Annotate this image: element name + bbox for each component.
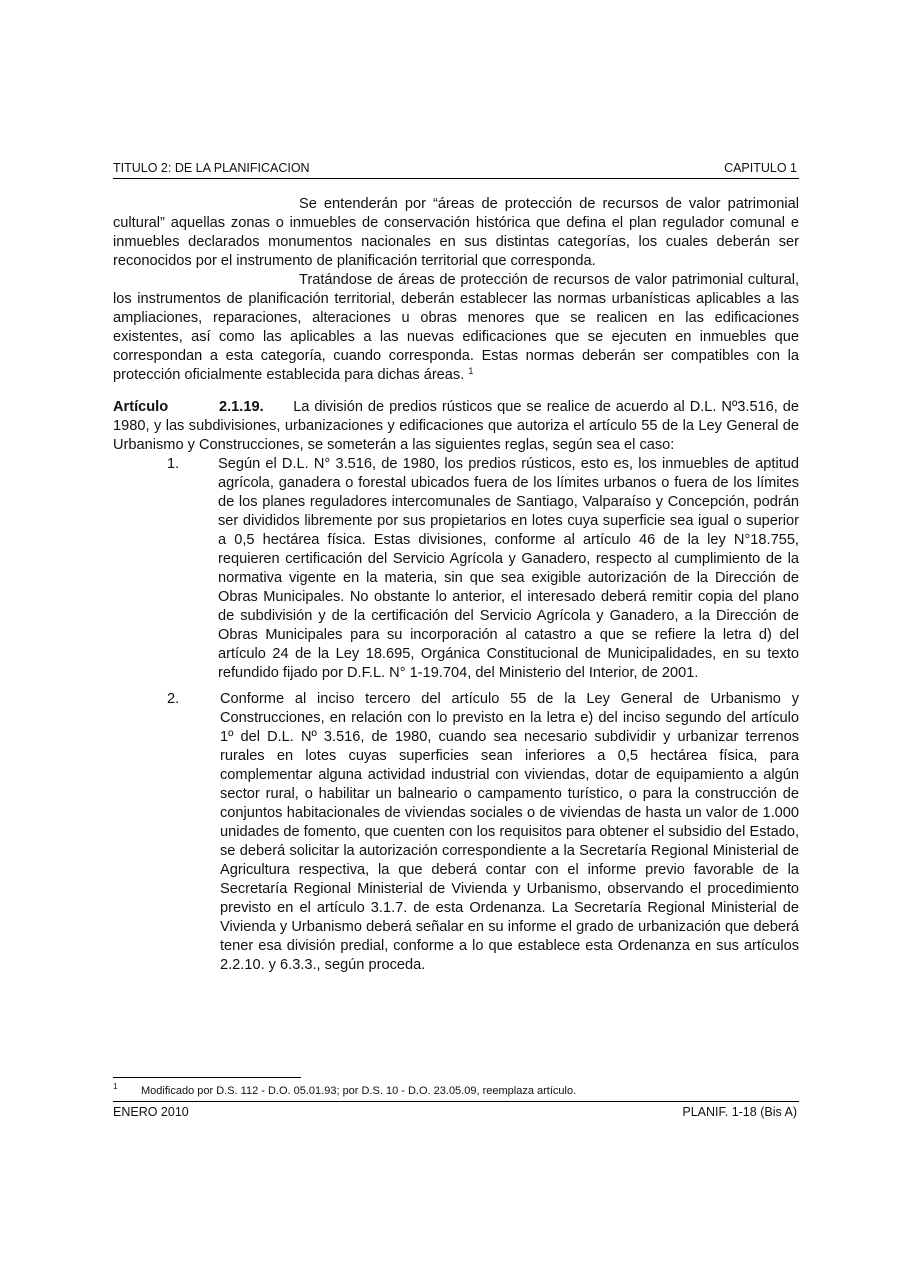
header-chapter: CAPITULO 1 — [724, 161, 797, 175]
page-header — [113, 160, 799, 179]
footnote-separator — [113, 1077, 301, 1078]
list-item-text: Conforme al inciso tercero del artículo 55 de la Ley General de Urbanismo y Construcciones, en relación con lo previsto en la letra e) del inciso segundo del artículo 1º del D.L. Nº 3.516, de 1980, cuando sea necesario subdividir y urbanizar terrenos rurales en lotes cuyas superficies sean inferiores a 0,5 hectárea física, para complementar alguna actividad industrial con viviendas, dotar de equipamiento a algún sector rural, o habilitar un balneario o campamento turístico, o para la construcción de conjuntos habitacionales de viviendas sociales o de viviendas de hasta un valor de 1.000 unidades de fomento, que cuenten con los requisitos para obtener el subsidio del Estado, se deberá solicitar la autorización correspondiente a la Secretaría Regional Ministerial de Agricultura respectiva, la que deberá contar con el informe previo favorable de la Secretaría Regional Ministerial de Vivienda y Urbanismo, observando el procedimiento previsto en el artículo 3.1.7. de esta Ordenanza. La Secretaría Regional Ministerial de Vivienda y Urbanismo deberá señalar en su informe el grado de urbanización que deberá tener esa división predial, conforme a lo que establece esta Ordenanza en sus artículos 2.2.10. y 6.3.3., según proceda. — [220, 691, 799, 973]
list-item-number: 2. — [167, 691, 180, 707]
list-item-text: Según el D.L. N° 3.516, de 1980, los predios rústicos, esto es, los inmuebles de aptitud agrícola, ganadera o forestal ubicados fuera de los límites urbanos o fuera de los límites de los planes reguladores intercomunales de Santiago, Valparaíso y Concepción, podrán ser divididos libremente por sus propietarios en lotes cuya superficie sea igual o superior a 0,5 hectárea física. Estas divisiones, conforme al artículo 46 de la ley N°18.755, requieren certificación del Servicio Agrícola y Ganadero, respecto al cumplimiento de la normativa vigente en la materia, sin que sea exigible autorización de la Dirección de Obras Municipales. No obstante lo anterior, el interesado deberá remitir copia del plano de subdivisión y de la certificación del Servicio Agrícola y Ganadero, a la Dirección de Obras Municipales para su incorporación al catastro a que se refiere la letra d) del artículo 24 de la Ley 18.695, Orgánica Constitucional de Municipalidades, en su texto refundido fijado por D.F.L. N° 1-19.704, del Ministerio del Interior, de 2001. — [218, 456, 799, 681]
list-item — [113, 455, 799, 683]
paragraph-heritage-definition: Se entenderán por “áreas de protección de recursos de valor patrimonial cultural” aquellas zonas o inmuebles de conservación histórica que defina el plan regulador comunal e inmuebles declarados monumentos nacionales en sus distintas categorías, los cuales deberán ser reconocidos por el instrumento de planificación territorial que corresponda. — [113, 196, 799, 269]
paragraph-heritage-norms — [113, 271, 799, 385]
footer-page-ref: PLANIF. 1-18 (Bis A) — [682, 1105, 797, 1119]
article-label: Artículo — [113, 399, 169, 415]
list-item — [113, 690, 799, 975]
footer-date: ENERO 2010 — [113, 1105, 189, 1119]
footnote-mark: 1 — [113, 1082, 118, 1091]
article-2-1-19 — [113, 398, 799, 455]
article-text: La división de predios rústicos que se realice de acuerdo al D.L. Nº3.516, de 1980, y las subdivisiones, urbanizaciones y edificaciones que autoriza el artículo 55 de la Ley General de Urbanismo y Construcciones, se someterán a las siguientes reglas, según sea el caso: — [113, 399, 800, 453]
article-number: 2.1.19. — [219, 399, 264, 415]
page-footer — [113, 1101, 799, 1120]
paragraph-heritage-norms-text: Tratándose de áreas de protección de recursos de valor patrimonial cultural, los instrumentos de planificación territorial, deberán establecer las normas urbanísticas aplicables a las ampliaciones, reparaciones, alteraciones u obras menores que se realicen en las edificaciones existentes, así como las aplicables a las nuevas edificaciones que se ejecuten en inmuebles que correspondan a esta categoría, cuando corresponda. Estas normas deberán ser compatibles con la protección oficialmente establecida para dichas áreas. — [113, 272, 799, 383]
header-title: TITULO 2: DE LA PLANIFICACION — [113, 161, 310, 175]
footnote-text: Modificado por D.S. 112 - D.O. 05.01.93; por D.S. 10 - D.O. 23.05.09, reemplaza artículo. — [141, 1085, 577, 1097]
list-item-number: 1. — [167, 456, 180, 472]
footnote-reference: 1 — [468, 366, 474, 376]
document-body — [113, 195, 799, 975]
